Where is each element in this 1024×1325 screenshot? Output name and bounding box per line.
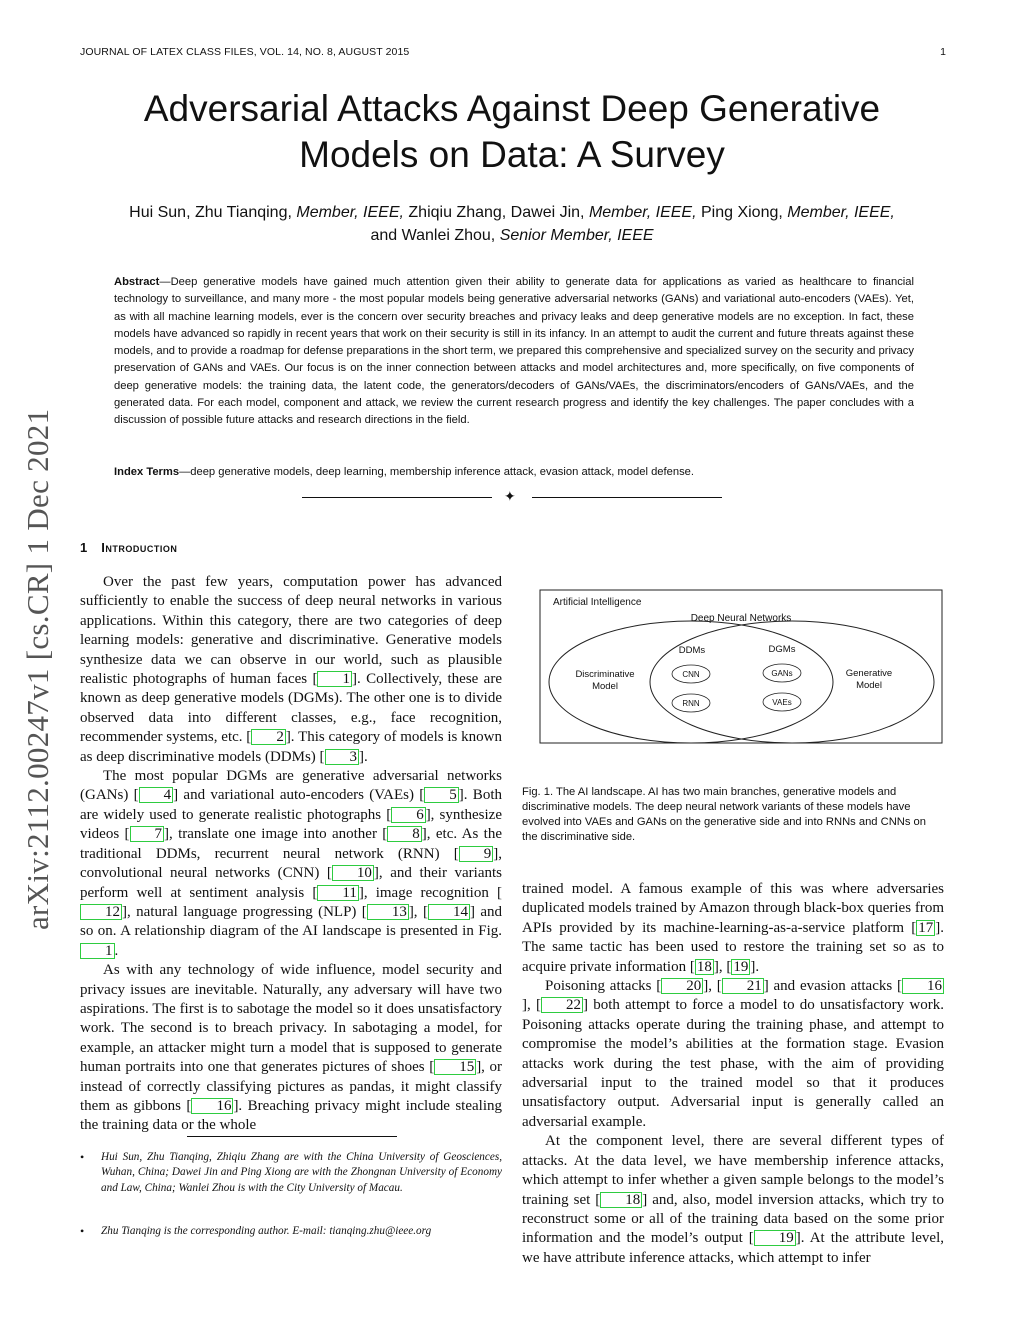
label-dgms: DGMs (768, 644, 796, 655)
paragraph (522, 880, 944, 977)
footnote-text: Zhu Tianqing is the corresponding author. E-mail: tianqing.zhu@ieee.org (101, 1225, 432, 1237)
ai-landscape-diagram (539, 589, 943, 754)
citation-link[interactable]: 10 (332, 865, 374, 881)
text-span: The most popular DGMs are generative adversarial networks (GANs) [ (80, 768, 502, 804)
title-line-2: Models on Data: A Survey (299, 134, 725, 175)
text-span: ], [ (408, 903, 428, 920)
authors-a1: Hui Sun, Zhu Tianqing, (129, 204, 297, 221)
citation-link[interactable]: 12 (80, 904, 122, 920)
text-span: ], and their variants perform well at sentiment analysis [ (80, 865, 503, 901)
label-cnn: CNN (682, 670, 700, 679)
citation-link[interactable]: 2 (251, 729, 286, 745)
text-span: ]. At the attribute level, we have attribute inference attacks, which attempt to infer (522, 1230, 944, 1266)
citation-link[interactable]: 15 (434, 1059, 476, 1075)
abstract-separator (302, 490, 722, 508)
label-dnn: Deep Neural Networks (690, 613, 792, 624)
label-gans: GANs (771, 669, 793, 678)
citation-link[interactable]: 8 (387, 826, 422, 842)
text-span: At the component level, there are several different types of attacks. At the data level, we have membership inference attacks, which attempt to infer whether a given sample belongs to the model’s training set [ (522, 1133, 944, 1208)
text-span: ], translate one image into another [ (164, 826, 388, 843)
authors-a4: and Wanlei Zhou, (370, 227, 500, 244)
arxiv-stamp: arXiv:2112.00247v1 [cs.CR] 1 Dec 2021 (20, 408, 55, 930)
title-line-1: Adversarial Attacks Against Deep Generative (143, 88, 881, 129)
footnote-text: Hui Sun, Zhu Tianqing, Zhiqiu Zhang are with the China University of Geosciences, Wuhan, China; Dawei Jin and Ping Xiong are with the Zhongnan University of Economy and Law, China; Wanlei Zhou is with the City University of Macau. (101, 1151, 502, 1194)
paper-title (0, 86, 1024, 178)
citation-link[interactable]: 22 (541, 997, 583, 1013)
figure-1-caption: Fig. 1. The AI landscape. AI has two main branches, generative models and discriminative models. The deep neural network variants of these models have evolved into VAEs and GANs on the generative side and into RNNs and CNNs on the discriminative side. (522, 786, 927, 843)
paragraph (80, 573, 502, 767)
figure-1-ai-landscape (539, 589, 943, 754)
citation-link[interactable]: 16 (191, 1098, 233, 1114)
label-vaes: VAEs (772, 698, 792, 707)
author-list (80, 201, 944, 247)
star-ornament-icon: ✦ (504, 490, 516, 505)
text-span: ]. The same tactic has been used to restore the training set so as to acquire private information [ (522, 919, 944, 975)
figure-reference-link[interactable]: 1 (80, 943, 115, 959)
separator-rule-left (302, 497, 492, 498)
label-gen-line2: Model (856, 680, 882, 691)
authors-a3: Ping Xiong, (696, 204, 788, 221)
separator-rule-right (532, 497, 722, 498)
author-line-2 (80, 224, 944, 247)
footnote-corresponding-author (80, 1224, 502, 1239)
citation-link[interactable]: 18 (696, 958, 712, 975)
text-span: ] and variational auto-encoders (VAEs) [ (173, 787, 425, 804)
citation-link[interactable]: 5 (424, 787, 459, 803)
text-span: ], [ (703, 978, 722, 995)
abstract-text: —Deep generative models have gained much attention given their ability to generate data for applications as varied as healthcare to financial technology to surveillance, and many more - the most popular models being generative adversarial networks (GANs) and variational auto-encoders (VAEs). Yet, as with all machine learning models, ever is the concern over security breaches and privacy leaks and deep generative models are no exception. In fact, these models have advanced so rapidly in recent years that work on their security is still in its infancy. In an attempt to audit the current and future threats against these models, and to provide a roadmap for defense preparations in the short term, we prepared this comprehensive and specialized survey on the security and privacy preservation of GANs and VAEs. Our focus is on the inner connection between attacks and model architectures and, more specifically, on five components of deep generative models: the training data, the latent code, the generators/decoders of GANs/VAEs, the discriminators/encoders of GANs/VAEs, and the generated data. For each model, component and attack, we review the current research progress and identify the key challenges. The paper concludes with a discussion of possible future attacks and research directions in the field. (114, 276, 914, 427)
citation-link[interactable]: 6 (391, 807, 426, 823)
body-right-column (522, 880, 944, 1268)
text-span: ] both attempt to force a model to do unsatisfactory work. Poisoning attacks operate during the training phase, and attempt to compromise the model’s abilities at the formation stage. Evasion attacks work during the test phase, with the aim of providing adversarial input to the trained model so that it produces unsatisfactory output. Adversarial input is generally called an adversarial example. (522, 997, 944, 1130)
citation-link[interactable]: 21 (722, 978, 764, 994)
citation-link[interactable]: 1 (317, 671, 352, 687)
text-span: ], image recognition [ (358, 884, 502, 901)
page-number: 1 (940, 46, 946, 58)
paragraph (80, 767, 502, 961)
text-span: trained model. A famous example of this was where adversaries duplicated models trained by Amazon through black-box queries from APIs provided by its machine-learning-as-a-service platform [ (522, 881, 944, 936)
paragraph (522, 1132, 944, 1268)
citation-link[interactable]: 19 (733, 958, 749, 975)
citation-link[interactable]: 3 (325, 749, 360, 765)
label-ai: Artificial Intelligence (553, 597, 642, 608)
label-ddms: DDMs (678, 645, 706, 656)
abstract (114, 274, 914, 430)
label-disc-line1: Discriminative (575, 669, 635, 680)
paragraph (522, 977, 944, 1132)
authors-a1-role: Member, IEEE, (296, 204, 404, 221)
text-span: ], synthesize videos [ (80, 806, 502, 843)
footnote-affiliations (80, 1150, 502, 1196)
text-span: As with any technology of wide influence, model security and privacy issues are inevitable. Naturally, any adversary will have two aspirations. The first is to sabotage the model so it does unsatisfactory work. The second is to breach privacy. In sabotaging a model, for example, an attacker might turn a model that is supposed to generate human portraits into one that generates pictures of shoes [ (80, 962, 502, 1076)
text-span: ] and evasion attacks [ (763, 978, 902, 995)
citation-link[interactable]: 16 (902, 978, 944, 994)
running-head: JOURNAL OF LATEX CLASS FILES, VOL. 14, NO. 8, AUGUST 2015 (80, 46, 410, 58)
text-span: ], convolutional neural networks (CNN) [ (80, 845, 502, 882)
index-terms (114, 464, 914, 480)
citation-link[interactable]: 9 (459, 846, 494, 862)
text-span: ], [ (713, 958, 732, 975)
text-span: Over the past few years, computation power has advanced sufficiently to enable the success of deep neural networks in various applications. Within this category, there are two categories of deep learning models: generative and discriminative. Generative models synthesize data we can observe in our world, such as plausible realistic photographs of human faces [ (80, 574, 502, 688)
citation-link[interactable]: 17 (918, 919, 934, 936)
citation-link[interactable]: 19 (754, 1230, 796, 1246)
paragraph (80, 961, 502, 1136)
text-span: ] and, also, model inversion attacks, which try to reconstruct some or all of the training data based on the some prior information and the model’s output [ (522, 1191, 944, 1247)
text-span: ]. This category of models is known as deep discriminative models (DDMs) [ (80, 729, 502, 765)
text-span: ] and so on. A relationship diagram of the AI landscape is presented in Fig. (80, 903, 502, 940)
text-span: ]. Both are widely used to generate realistic photographs [ (80, 787, 502, 823)
text-span: ], etc. As the traditional DDMs, recurrent neural network (RNN) [ (80, 826, 502, 862)
citation-link[interactable]: 11 (317, 885, 358, 901)
text-span: ], natural language progressing (NLP) [ (122, 903, 367, 920)
text-span: ]. Breaching privacy might include stealing the training data or the whole (80, 1097, 503, 1134)
text-span: . (114, 942, 119, 959)
index-terms-label: Index Terms (114, 466, 180, 478)
citation-link[interactable]: 18 (600, 1192, 642, 1208)
bullet-icon: • (80, 1224, 85, 1238)
footnote-rule (187, 1136, 397, 1137)
citation-link[interactable]: 14 (428, 904, 470, 920)
body-left-column (80, 573, 502, 1136)
label-disc-line2: Model (592, 681, 618, 692)
citation-link[interactable]: 4 (139, 787, 174, 803)
authors-a3-role: Member, IEEE, (787, 204, 895, 221)
index-terms-text: —deep generative models, deep learning, membership inference attack, evasion attack, model defense. (179, 466, 695, 478)
label-rnn: RNN (682, 699, 700, 708)
bullet-icon: • (80, 1150, 85, 1164)
authors-a2-role: Member, IEEE, (588, 204, 697, 221)
author-line-1 (80, 201, 944, 224)
section-heading (80, 540, 177, 555)
text-span: Poisoning attacks [ (545, 978, 662, 995)
citation-link[interactable]: 13 (367, 904, 409, 920)
section-title: Introduction (101, 540, 178, 555)
citation-link[interactable]: 20 (661, 978, 703, 994)
section-number: 1 (80, 540, 88, 555)
authors-a2: Zhiqiu Zhang, Dawei Jin, (403, 204, 589, 221)
authors-a4-role: Senior Member, IEEE (499, 227, 654, 244)
text-span: ], [ (522, 997, 541, 1014)
abstract-label: Abstract (114, 276, 160, 288)
label-gen-line1: Generative (845, 668, 893, 679)
text-span: ]. (359, 748, 368, 765)
citation-link[interactable]: 7 (130, 826, 165, 842)
text-span: ], or instead of correctly classifying pictures as pandas, it might classify them as gibbons [ (80, 1059, 502, 1114)
text-span: ]. Collectively, these are known as deep generative models (DGMs). The other one is to divide observed data into different classes, e.g., face recognition, recommender systems, etc. [ (80, 671, 502, 746)
text-span: ]. (750, 958, 760, 975)
